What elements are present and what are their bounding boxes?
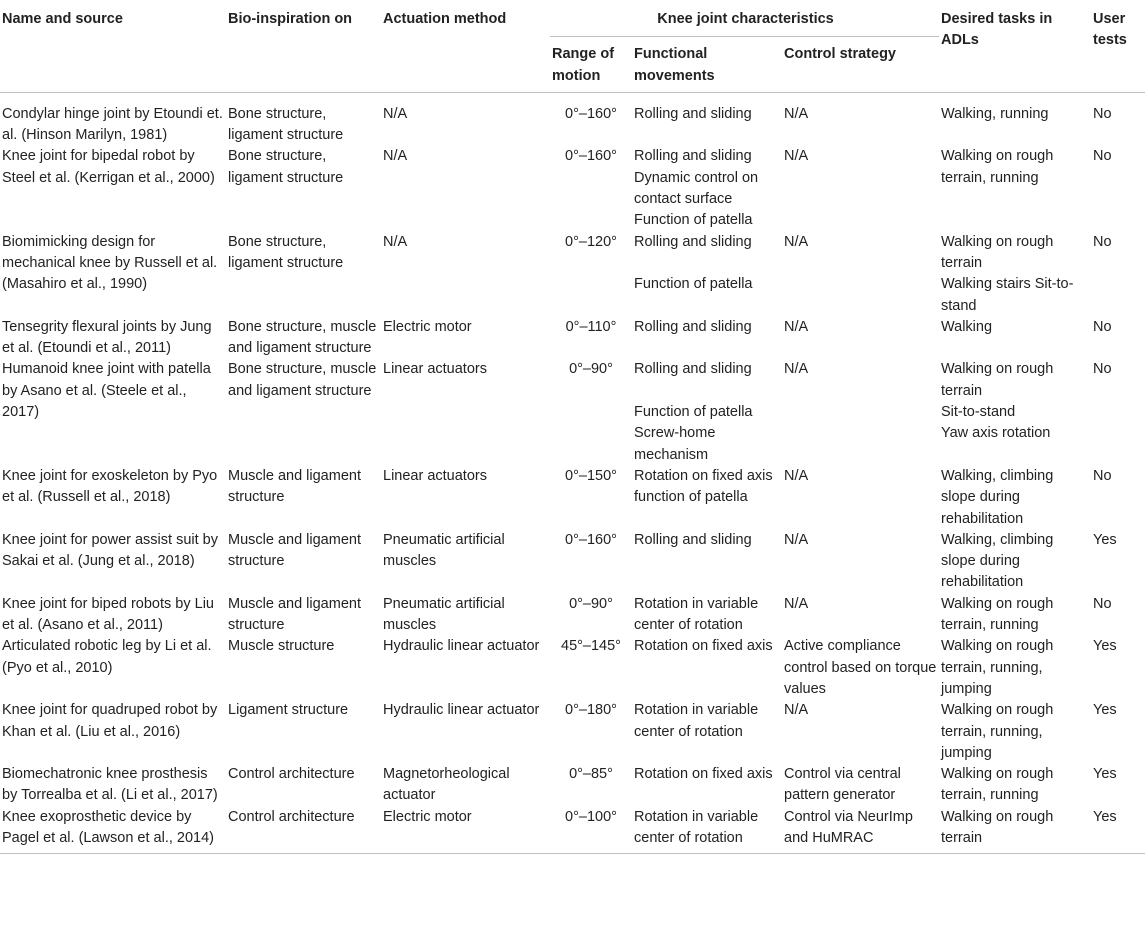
cell-range-of-motion: 0°–160° <box>565 105 617 122</box>
cell-user-tests: No <box>1093 361 1112 378</box>
cell-name-source: Knee joint for power assist suit by Sakai et al. (Jung et al., 2018) <box>2 531 218 570</box>
cell-actuation-method: Linear actuators <box>383 361 487 378</box>
cell-desired-tasks-line: Walking on rough terrain <box>941 233 1058 271</box>
cell-bio-inspiration: Bone structure, ligament structure <box>228 105 344 144</box>
cell-functional-movements-line <box>634 381 782 402</box>
cell-control-strategy: N/A <box>784 467 809 484</box>
cell-desired-tasks <box>939 317 1091 360</box>
cell-functional-movements-line: Rotation on fixed axis function of patella <box>634 467 777 506</box>
table-row <box>0 146 1145 231</box>
header-functional-movements: Functional movements <box>632 37 782 93</box>
cell-functional-movements-line: Rotation on fixed axis <box>634 638 773 655</box>
cell-control-strategy: Control via central pattern generator <box>784 766 901 804</box>
cell-desired-tasks-line: Walking, climbing slope during rehabilitation <box>941 467 1058 527</box>
cell-actuation-method: Hydraulic linear actuator <box>383 638 540 655</box>
cell-bio-inspiration: Bone structure, muscle and ligament structure <box>228 361 377 399</box>
cell-functional-movements <box>632 359 782 465</box>
cell-bio-inspiration: Ligament structure <box>228 702 349 719</box>
cell-range-of-motion: 0°–90° <box>569 595 613 612</box>
cell-control-strategy: N/A <box>784 595 809 612</box>
header-knee-joint-characteristics: Knee joint characteristics <box>550 0 939 37</box>
cell-desired-tasks-line: Walking on rough terrain, running <box>941 766 1058 804</box>
table-row <box>0 359 1145 465</box>
cell-desired-tasks-line: Sit-to-stand <box>941 404 1016 421</box>
header-desired-tasks: Desired tasks in ADLs <box>939 0 1091 92</box>
cell-functional-movements-line: Rolling and sliding <box>634 105 752 122</box>
cell-actuation-method: Magnetorheological actuator <box>383 766 510 804</box>
cell-functional-movements-line: Rotation in variable center of rotation <box>634 808 763 846</box>
cell-bio-inspiration: Muscle and ligament structure <box>228 467 361 506</box>
cell-functional-movements-line: Rolling and sliding <box>634 318 752 335</box>
cell-functional-movements-line: Rotation in variable center of rotation <box>634 702 763 740</box>
cell-user-tests: Yes <box>1093 702 1117 719</box>
cell-range-of-motion: 0°–85° <box>569 766 613 783</box>
cell-functional-movements-line: Rolling and sliding <box>634 233 752 250</box>
cell-bio-inspiration: Bone structure, ligament structure <box>228 233 344 271</box>
cell-range-of-motion: 0°–160° <box>565 531 617 548</box>
cell-functional-movements <box>632 317 782 360</box>
cell-functional-movements <box>632 466 782 530</box>
cell-range-of-motion: 0°–100° <box>550 807 632 854</box>
cell-bio-inspiration: Muscle structure <box>228 638 335 655</box>
cell-functional-movements <box>632 232 782 317</box>
cell-actuation-method: N/A <box>383 105 408 122</box>
cell-desired-tasks <box>939 807 1091 854</box>
cell-desired-tasks-line: Walking <box>941 318 993 335</box>
header-range-of-motion: Range of motion <box>550 37 632 93</box>
cell-actuation-method: Electric motor <box>383 318 472 335</box>
cell-range-of-motion: 0°–150° <box>565 467 617 484</box>
cell-user-tests: No <box>1093 148 1112 165</box>
cell-name-source: Knee joint for exoskeleton by Pyo et al. (Russell et al., 2018) <box>2 467 218 506</box>
table-body <box>0 92 1145 853</box>
cell-desired-tasks <box>939 466 1091 530</box>
cell-bio-inspiration: Muscle and ligament structure <box>228 595 361 634</box>
cell-control-strategy: Control via NeurImp and HuMRAC <box>782 807 939 854</box>
cell-name-source: Biomechatronic knee prosthesis by Torrealba et al. (Li et al., 2017) <box>2 766 218 804</box>
cell-desired-tasks-line: Walking on rough terrain, running <box>941 148 1058 186</box>
cell-actuation-method: Pneumatic artificial muscles <box>383 595 505 634</box>
cell-functional-movements-line: Rolling and sliding <box>634 361 752 378</box>
cell-functional-movements-line: Dynamic control on contact surface <box>634 169 763 208</box>
cell-desired-tasks <box>939 636 1091 700</box>
cell-user-tests: Yes <box>1091 807 1145 854</box>
cell-name-source: Knee exoprosthetic device by Pagel et al. (Lawson et al., 2014) <box>0 807 226 854</box>
cell-user-tests: No <box>1093 595 1112 612</box>
cell-functional-movements <box>632 807 782 854</box>
cell-desired-tasks-line: Walking stairs Sit-to-stand <box>941 276 1074 314</box>
cell-functional-movements-line: Rotation on fixed axis <box>634 766 773 783</box>
cell-desired-tasks <box>939 700 1091 764</box>
cell-control-strategy: N/A <box>784 105 809 122</box>
cell-desired-tasks <box>939 232 1091 317</box>
cell-desired-tasks-line: Walking on rough terrain <box>941 808 1058 846</box>
cell-name-source: Tensegrity flexural joints by Jung et al. (Etoundi et al., 2011) <box>2 318 212 357</box>
cell-desired-tasks <box>939 146 1091 231</box>
cell-desired-tasks <box>939 764 1091 807</box>
cell-name-source: Knee joint for bipedal robot by Steel et al. (Kerrigan et al., 2000) <box>2 148 215 186</box>
cell-range-of-motion: 0°–120° <box>565 233 617 250</box>
cell-functional-movements-line <box>634 253 782 274</box>
table-row <box>0 530 1145 594</box>
cell-name-source: Knee joint for quadruped robot by Khan et al. (Liu et al., 2016) <box>2 702 218 740</box>
cell-control-strategy: N/A <box>784 361 809 378</box>
cell-functional-movements <box>632 636 782 700</box>
cell-control-strategy: N/A <box>784 233 809 250</box>
cell-desired-tasks <box>939 594 1091 637</box>
cell-functional-movements-line: Rotation in variable center of rotation <box>634 595 763 634</box>
cell-range-of-motion: 0°–90° <box>569 361 613 378</box>
table-row <box>0 232 1145 317</box>
cell-user-tests: No <box>1093 233 1112 250</box>
header-user-tests: User tests <box>1091 0 1145 92</box>
cell-user-tests: No <box>1093 467 1112 484</box>
cell-functional-movements-line: Rolling and sliding <box>634 531 752 548</box>
table-row <box>0 594 1145 637</box>
cell-actuation-method: Electric motor <box>381 807 550 854</box>
cell-range-of-motion: 0°–160° <box>565 148 617 165</box>
cell-desired-tasks-line: Walking, running <box>941 105 1049 122</box>
cell-functional-movements <box>632 146 782 231</box>
cell-range-of-motion: 0°–110° <box>565 318 617 335</box>
cell-control-strategy: N/A <box>784 318 809 335</box>
table-row <box>0 764 1145 807</box>
cell-desired-tasks <box>939 530 1091 594</box>
cell-name-source: Articulated robotic leg by Li et al. (Pyo et al., 2010) <box>2 638 212 676</box>
cell-desired-tasks-line: Yaw axis rotation <box>941 425 1051 442</box>
cell-actuation-method: Pneumatic artificial muscles <box>383 531 505 570</box>
cell-range-of-motion: 0°–180° <box>565 702 617 719</box>
table-row <box>0 807 1145 854</box>
cell-name-source: Condylar hinge joint by Etoundi et. al. (Hinson Marilyn, 1981) <box>2 105 223 144</box>
cell-functional-movements <box>632 764 782 807</box>
cell-user-tests: Yes <box>1093 766 1117 783</box>
cell-name-source: Knee joint for biped robots by Liu et al. (Asano et al., 2011) <box>2 595 214 634</box>
cell-actuation-method: Linear actuators <box>383 467 487 484</box>
cell-name-source: Humanoid knee joint with patella by Asano et al. (Steele et al., 2017) <box>2 361 211 421</box>
cell-actuation-method: N/A <box>383 148 408 165</box>
cell-functional-movements <box>632 700 782 764</box>
header-actuation-method: Actuation method <box>381 0 550 92</box>
cell-functional-movements <box>632 594 782 637</box>
table-row <box>0 317 1145 360</box>
cell-bio-inspiration: Control architecture <box>228 766 355 783</box>
cell-control-strategy: Active compliance control based on torque values <box>784 638 937 697</box>
cell-functional-movements <box>632 530 782 594</box>
cell-bio-inspiration: Bone structure, muscle and ligament structure <box>228 318 377 357</box>
cell-desired-tasks-line: Walking on rough terrain, running, jumping <box>941 638 1058 697</box>
cell-functional-movements-line: Rolling and sliding <box>634 148 752 165</box>
cell-bio-inspiration: Muscle and ligament structure <box>228 531 361 570</box>
table-row <box>0 92 1145 146</box>
header-name-source: Name and source <box>0 0 226 92</box>
cell-name-source: Biomimicking design for mechanical knee by Russell et al. (Masahiro et al., 1990) <box>2 233 218 293</box>
cell-control-strategy: N/A <box>784 148 809 165</box>
cell-functional-movements-line: Function of patella <box>634 276 753 293</box>
cell-range-of-motion: 45°–145° <box>561 638 621 655</box>
table-row <box>0 466 1145 530</box>
table-header <box>0 0 1145 92</box>
cell-desired-tasks <box>939 92 1091 146</box>
table-row <box>0 700 1145 764</box>
cell-user-tests: Yes <box>1093 638 1117 655</box>
cell-functional-movements-line: Screw-home mechanism <box>634 425 720 463</box>
cell-control-strategy: N/A <box>784 531 809 548</box>
cell-desired-tasks-line: Walking on rough terrain, running <box>941 595 1058 634</box>
cell-bio-inspiration: Control architecture <box>226 807 381 854</box>
cell-desired-tasks <box>939 359 1091 465</box>
cell-desired-tasks-line: Walking on rough terrain, running, jumping <box>941 702 1058 761</box>
cell-functional-movements-line: Function of patella <box>634 212 753 229</box>
cell-functional-movements-line: Function of patella <box>634 404 753 421</box>
cell-user-tests: No <box>1093 105 1112 122</box>
cell-bio-inspiration: Bone structure, ligament structure <box>228 148 344 186</box>
cell-desired-tasks-line: Walking, climbing slope during rehabilitation <box>941 531 1058 591</box>
header-bio-inspiration: Bio-inspiration on <box>226 0 381 92</box>
cell-actuation-method: N/A <box>383 233 408 250</box>
cell-functional-movements <box>632 92 782 146</box>
cell-desired-tasks-line: Walking on rough terrain <box>941 361 1058 399</box>
table-row <box>0 636 1145 700</box>
cell-user-tests: No <box>1093 318 1112 335</box>
cell-user-tests: Yes <box>1093 531 1117 548</box>
header-control-strategy: Control strategy <box>782 37 939 93</box>
cell-actuation-method: Hydraulic linear actuator <box>383 702 540 719</box>
cell-control-strategy: N/A <box>784 702 809 719</box>
